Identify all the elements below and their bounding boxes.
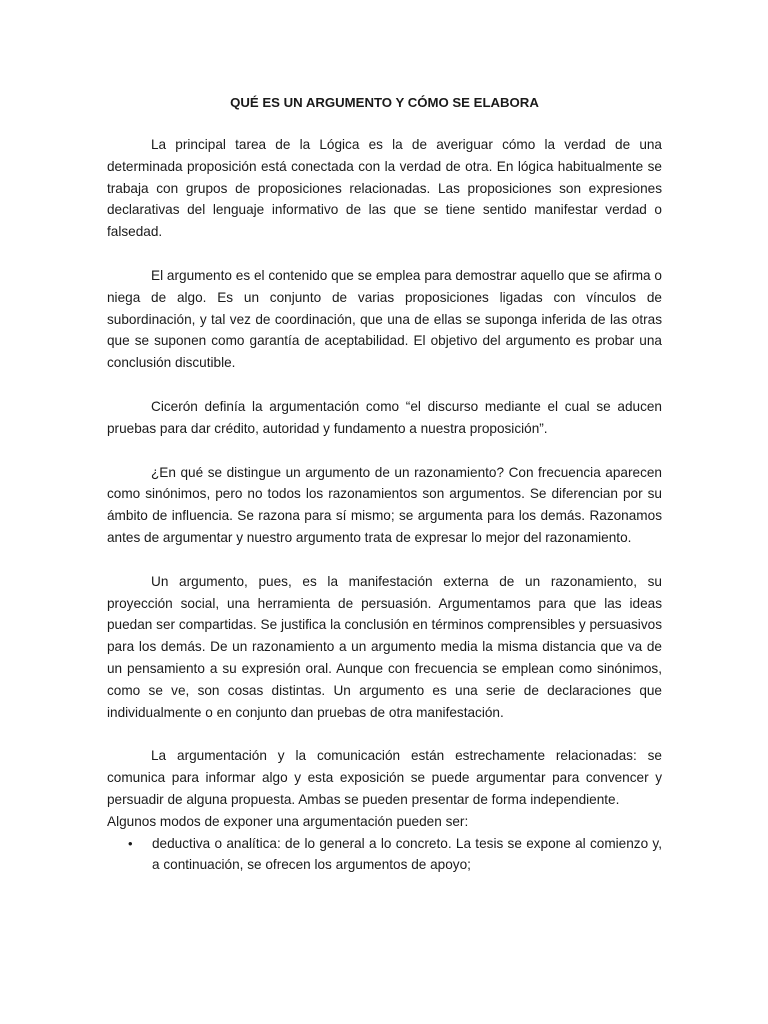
paragraph: El argumento es el contenido que se emplea para demostrar aquello que se afirma o niega de algo. Es un conjunto de varias proposiciones ligadas con vínculos de subordinación, y tal vez de coordinación, que una de ellas se suponga inferida de las otras que se suponen como garantía de aceptabilidad. El objetivo del argumento es probar una conclusión discutible. <box>107 267 662 371</box>
bullet-icon: • <box>128 835 133 851</box>
list-item <box>107 833 662 877</box>
paragraph: La principal tarea de la Lógica es la de averiguar cómo la verdad de una determinada proposición está conectada con la verdad de otra. En lógica habitualmente se trabaja con grupos de proposiciones relacionadas. Las proposiciones son expresiones declarativas del lenguaje informativo de las que se tiene sentido manifestar verdad o falsedad. <box>107 137 662 240</box>
paragraph: Un argumento, pues, es la manifestación externa de un razonamiento, su proyección social, una herramienta de persuasión. Argumentamos para que las ideas puedan ser compartidas. Se justifica la conclusión en términos comprensibles y persuasivos para los demás. De un razonamiento a un argumento media la misma distancia que va de un pensamiento a su expresión oral. Aunque con frecuencia se emplean como sinónimos, como se ve, son cosas distintas. Un argumento es una serie de declaraciones que individualmente o en conjunto dan pruebas de otra manifestación. <box>107 573 662 720</box>
list-item-text: deductiva o analítica: de lo general a lo concreto. La tesis se expone al comienzo y, a continuación, se ofrecen los argumentos de apoyo; <box>152 835 662 873</box>
paragraph: La argumentación y la comunicación están estrechamente relacionadas: se comunica para informar algo y esta exposición se puede argumentar para convencer y persuadir de alguna propuesta. Ambas se pueden presentar de forma independiente. <box>107 748 662 807</box>
paragraph: Cicerón definía la argumentación como “el discurso mediante el cual se aducen pruebas para dar crédito, autoridad y fundamento a nuestra proposición”. <box>107 398 662 436</box>
paragraph: ¿En qué se distingue un argumento de un razonamiento? Con frecuencia aparecen como sinónimos, pero no todos los razonamientos son argumentos. Se diferencian por su ámbito de influencia. Se razona para sí mismo; se argumenta para los demás. Razonamos antes de argumentar y nuestro argumento trata de expresar lo mejor del razonamiento. <box>107 464 662 545</box>
list-intro: Algunos modos de exponer una argumentación pueden ser: <box>107 813 469 829</box>
document-page <box>107 92 662 876</box>
bullet-list <box>107 833 662 877</box>
document-title: QUÉ ES UN ARGUMENTO Y CÓMO SE ELABORA <box>230 95 539 110</box>
